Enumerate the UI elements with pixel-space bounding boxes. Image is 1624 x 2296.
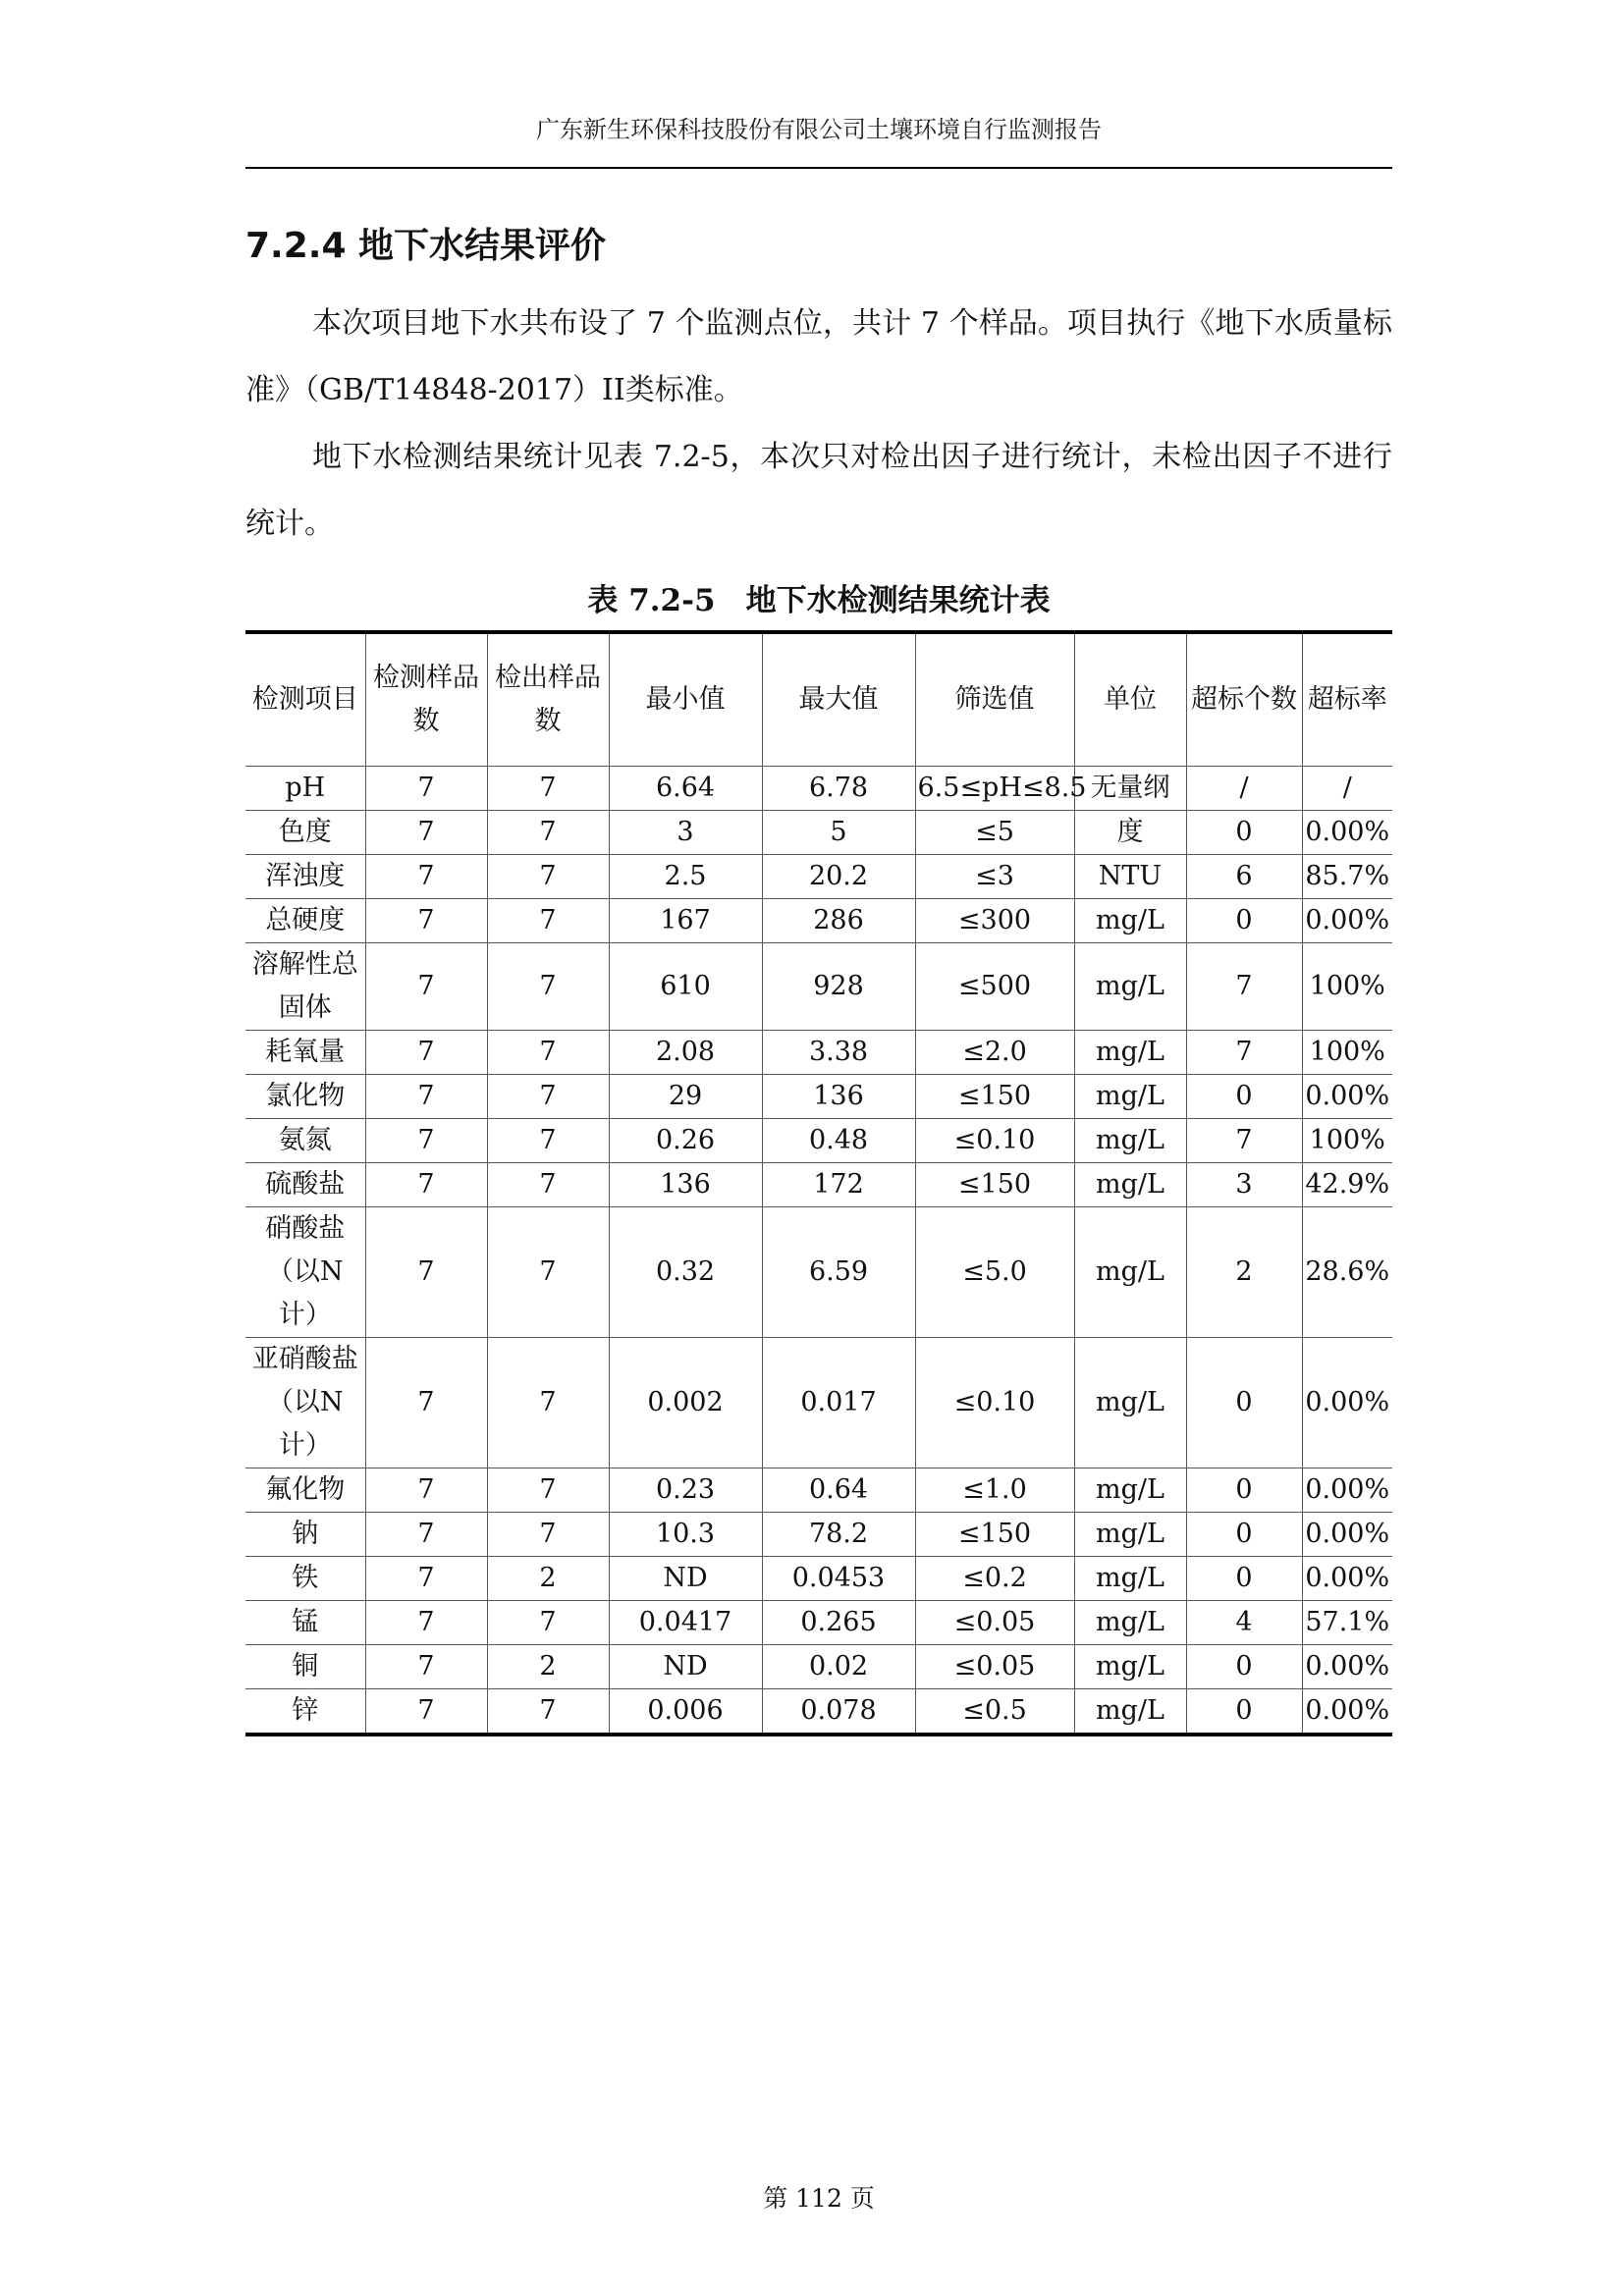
cell-screening-value: ≤0.05: [915, 1601, 1074, 1645]
cell-item: 总硬度: [245, 899, 365, 943]
running-header: 广东新生环保科技股份有限公司土壤环境自行监测报告: [536, 116, 1102, 143]
table-row: [245, 899, 1392, 943]
cell-max: 3.38: [762, 1031, 915, 1075]
table-caption: 表 7.2-5 地下水检测结果统计表: [587, 583, 1051, 618]
cell-detected-count: 7: [487, 1338, 609, 1468]
groundwater-results-table: [245, 630, 1392, 1736]
table-row: [245, 1338, 1392, 1468]
cell-detected-count: 7: [487, 943, 609, 1031]
header-min: 最小值: [609, 632, 762, 767]
cell-min: 0.32: [609, 1207, 762, 1338]
header-divider: [245, 167, 1392, 169]
table-row: [245, 1513, 1392, 1557]
cell-min: 610: [609, 943, 762, 1031]
header-sample-count: 检测样品数: [365, 632, 487, 767]
cell-detected-count: 2: [487, 1645, 609, 1689]
cell-unit: mg/L: [1074, 1513, 1186, 1557]
cell-detected-count: 7: [487, 1513, 609, 1557]
cell-unit: mg/L: [1074, 943, 1186, 1031]
cell-detected-count: 2: [487, 1557, 609, 1601]
cell-screening-value: ≤0.10: [915, 1119, 1074, 1163]
paragraph-statistics-note: 地下水检测结果统计见表 7.2-5，本次只对检出因子进行统计，未检出因子不进行统计。: [245, 440, 1392, 541]
cell-exceed-count: 7: [1186, 1031, 1302, 1075]
cell-min: 167: [609, 899, 762, 943]
cell-detected-count: 7: [487, 1601, 609, 1645]
cell-exceed-count: 7: [1186, 943, 1302, 1031]
cell-screening-value: ≤150: [915, 1075, 1074, 1119]
cell-max: 6.59: [762, 1207, 915, 1338]
cell-exceed-count: 0: [1186, 1075, 1302, 1119]
cell-max: 0.078: [762, 1689, 915, 1735]
cell-max: 0.0453: [762, 1557, 915, 1601]
cell-screening-value: ≤5.0: [915, 1207, 1074, 1338]
cell-max: 0.64: [762, 1468, 915, 1513]
section-title: 7.2.4 地下水结果评价: [245, 226, 607, 266]
cell-exceed-rate: /: [1302, 767, 1392, 811]
cell-min: 6.64: [609, 767, 762, 811]
cell-min: 29: [609, 1075, 762, 1119]
cell-item: 亚硝酸盐（以N计）: [245, 1338, 365, 1468]
cell-exceed-count: 0: [1186, 899, 1302, 943]
cell-sample-count: 7: [365, 1601, 487, 1645]
header-exceed-rate: 超标率: [1302, 632, 1392, 767]
cell-detected-count: 7: [487, 1689, 609, 1735]
cell-screening-value: ≤150: [915, 1513, 1074, 1557]
cell-exceed-count: 2: [1186, 1207, 1302, 1338]
cell-exceed-count: 0: [1186, 811, 1302, 855]
cell-min: 2.08: [609, 1031, 762, 1075]
table-body: [245, 767, 1392, 1735]
cell-max: 0.265: [762, 1601, 915, 1645]
cell-min: 0.006: [609, 1689, 762, 1735]
cell-exceed-count: 4: [1186, 1601, 1302, 1645]
cell-detected-count: 7: [487, 899, 609, 943]
page-number: 第 112 页: [763, 2184, 875, 2213]
cell-sample-count: 7: [365, 943, 487, 1031]
cell-exceed-count: 7: [1186, 1119, 1302, 1163]
cell-item: 锰: [245, 1601, 365, 1645]
paragraph-monitoring-points: 本次项目地下水共布设了 7 个监测点位，共计 7 个样品。项目执行《地下水质量标准》（GB/T14848-2017）II类标准。: [245, 306, 1392, 407]
cell-unit: mg/L: [1074, 1468, 1186, 1513]
cell-item: 溶解性总固体: [245, 943, 365, 1031]
header-item: 检测项目: [245, 632, 365, 767]
cell-sample-count: 7: [365, 1689, 487, 1735]
cell-item: 浑浊度: [245, 855, 365, 899]
cell-unit: mg/L: [1074, 1601, 1186, 1645]
cell-exceed-count: 0: [1186, 1645, 1302, 1689]
cell-max: 5: [762, 811, 915, 855]
cell-unit: mg/L: [1074, 1689, 1186, 1735]
cell-sample-count: 7: [365, 1031, 487, 1075]
cell-sample-count: 7: [365, 1163, 487, 1207]
cell-unit: 无量纲: [1074, 767, 1186, 811]
cell-sample-count: 7: [365, 1468, 487, 1513]
cell-screening-value: ≤500: [915, 943, 1074, 1031]
cell-sample-count: 7: [365, 1338, 487, 1468]
cell-screening-value: ≤0.2: [915, 1557, 1074, 1601]
cell-exceed-count: 0: [1186, 1557, 1302, 1601]
cell-sample-count: 7: [365, 1645, 487, 1689]
table-row: [245, 943, 1392, 1031]
cell-sample-count: 7: [365, 1119, 487, 1163]
cell-exceed-rate: 100%: [1302, 1119, 1392, 1163]
cell-screening-value: ≤1.0: [915, 1468, 1074, 1513]
cell-detected-count: 7: [487, 1031, 609, 1075]
cell-max: 78.2: [762, 1513, 915, 1557]
cell-unit: mg/L: [1074, 1163, 1186, 1207]
cell-sample-count: 7: [365, 767, 487, 811]
table-row: [245, 1119, 1392, 1163]
cell-exceed-rate: 0.00%: [1302, 811, 1392, 855]
cell-item: pH: [245, 767, 365, 811]
cell-item: 铜: [245, 1645, 365, 1689]
table-row: [245, 1557, 1392, 1601]
cell-sample-count: 7: [365, 899, 487, 943]
cell-unit: mg/L: [1074, 1207, 1186, 1338]
cell-sample-count: 7: [365, 1207, 487, 1338]
cell-max: 286: [762, 899, 915, 943]
cell-exceed-count: 0: [1186, 1338, 1302, 1468]
cell-exceed-rate: 0.00%: [1302, 1557, 1392, 1601]
cell-exceed-rate: 85.7%: [1302, 855, 1392, 899]
table-row: [245, 1163, 1392, 1207]
cell-exceed-rate: 0.00%: [1302, 1468, 1392, 1513]
cell-unit: mg/L: [1074, 1031, 1186, 1075]
table-row: [245, 855, 1392, 899]
cell-detected-count: 7: [487, 1075, 609, 1119]
cell-sample-count: 7: [365, 1075, 487, 1119]
cell-detected-count: 7: [487, 1119, 609, 1163]
cell-sample-count: 7: [365, 811, 487, 855]
cell-item: 硝酸盐（以N计）: [245, 1207, 365, 1338]
cell-max: 928: [762, 943, 915, 1031]
table-row: [245, 767, 1392, 811]
cell-exceed-rate: 100%: [1302, 1031, 1392, 1075]
cell-exceed-count: 0: [1186, 1689, 1302, 1735]
cell-exceed-count: 0: [1186, 1513, 1302, 1557]
cell-detected-count: 7: [487, 1163, 609, 1207]
cell-screening-value: ≤150: [915, 1163, 1074, 1207]
header-exceed-count: 超标个数: [1186, 632, 1302, 767]
cell-min: 0.002: [609, 1338, 762, 1468]
cell-unit: mg/L: [1074, 1075, 1186, 1119]
cell-min: 3: [609, 811, 762, 855]
cell-min: ND: [609, 1557, 762, 1601]
cell-item: 氨氮: [245, 1119, 365, 1163]
cell-exceed-rate: 28.6%: [1302, 1207, 1392, 1338]
cell-detected-count: 7: [487, 811, 609, 855]
header-detected-count: 检出样品数: [487, 632, 609, 767]
table-row: [245, 1645, 1392, 1689]
cell-unit: mg/L: [1074, 1645, 1186, 1689]
cell-max: 0.017: [762, 1338, 915, 1468]
cell-item: 氟化物: [245, 1468, 365, 1513]
cell-min: 136: [609, 1163, 762, 1207]
cell-item: 硫酸盐: [245, 1163, 365, 1207]
cell-min: 0.26: [609, 1119, 762, 1163]
table-row: [245, 1031, 1392, 1075]
cell-exceed-rate: 57.1%: [1302, 1601, 1392, 1645]
header-unit: 单位: [1074, 632, 1186, 767]
cell-min: 0.0417: [609, 1601, 762, 1645]
cell-max: 0.48: [762, 1119, 915, 1163]
cell-item: 锌: [245, 1689, 365, 1735]
cell-screening-value: ≤0.10: [915, 1338, 1074, 1468]
cell-exceed-count: 0: [1186, 1468, 1302, 1513]
cell-exceed-rate: 42.9%: [1302, 1163, 1392, 1207]
cell-max: 6.78: [762, 767, 915, 811]
cell-unit: mg/L: [1074, 899, 1186, 943]
cell-item: 氯化物: [245, 1075, 365, 1119]
cell-detected-count: 7: [487, 767, 609, 811]
cell-min: 0.23: [609, 1468, 762, 1513]
cell-unit: NTU: [1074, 855, 1186, 899]
cell-unit: mg/L: [1074, 1338, 1186, 1468]
cell-screening-value: ≤0.5: [915, 1689, 1074, 1735]
table-row: [245, 1075, 1392, 1119]
cell-exceed-count: 6: [1186, 855, 1302, 899]
cell-screening-value: ≤3: [915, 855, 1074, 899]
table-row: [245, 1207, 1392, 1338]
cell-sample-count: 7: [365, 855, 487, 899]
header-screening-value: 筛选值: [915, 632, 1074, 767]
cell-item: 钠: [245, 1513, 365, 1557]
cell-exceed-rate: 0.00%: [1302, 1513, 1392, 1557]
table-row: [245, 811, 1392, 855]
cell-max: 20.2: [762, 855, 915, 899]
cell-item: 色度: [245, 811, 365, 855]
cell-sample-count: 7: [365, 1557, 487, 1601]
cell-detected-count: 7: [487, 1207, 609, 1338]
cell-screening-value: ≤0.05: [915, 1645, 1074, 1689]
cell-item: 耗氧量: [245, 1031, 365, 1075]
cell-exceed-rate: 0.00%: [1302, 1338, 1392, 1468]
cell-detected-count: 7: [487, 1468, 609, 1513]
cell-detected-count: 7: [487, 855, 609, 899]
table-header-row: [245, 632, 1392, 767]
cell-unit: mg/L: [1074, 1557, 1186, 1601]
cell-unit: 度: [1074, 811, 1186, 855]
cell-screening-value: ≤5: [915, 811, 1074, 855]
cell-exceed-count: 3: [1186, 1163, 1302, 1207]
cell-exceed-rate: 0.00%: [1302, 1645, 1392, 1689]
cell-max: 0.02: [762, 1645, 915, 1689]
header-max: 最大值: [762, 632, 915, 767]
cell-screening-value: 6.5≤pH≤8.5: [915, 767, 1074, 811]
cell-exceed-count: /: [1186, 767, 1302, 811]
cell-item: 铁: [245, 1557, 365, 1601]
cell-exceed-rate: 100%: [1302, 943, 1392, 1031]
cell-exceed-rate: 0.00%: [1302, 1689, 1392, 1735]
cell-exceed-rate: 0.00%: [1302, 1075, 1392, 1119]
cell-screening-value: ≤2.0: [915, 1031, 1074, 1075]
cell-min: ND: [609, 1645, 762, 1689]
cell-min: 2.5: [609, 855, 762, 899]
cell-exceed-rate: 0.00%: [1302, 899, 1392, 943]
cell-max: 136: [762, 1075, 915, 1119]
table-row: [245, 1601, 1392, 1645]
cell-unit: mg/L: [1074, 1119, 1186, 1163]
table-row: [245, 1689, 1392, 1735]
cell-min: 10.3: [609, 1513, 762, 1557]
cell-screening-value: ≤300: [915, 899, 1074, 943]
cell-sample-count: 7: [365, 1513, 487, 1557]
cell-max: 172: [762, 1163, 915, 1207]
table-row: [245, 1468, 1392, 1513]
